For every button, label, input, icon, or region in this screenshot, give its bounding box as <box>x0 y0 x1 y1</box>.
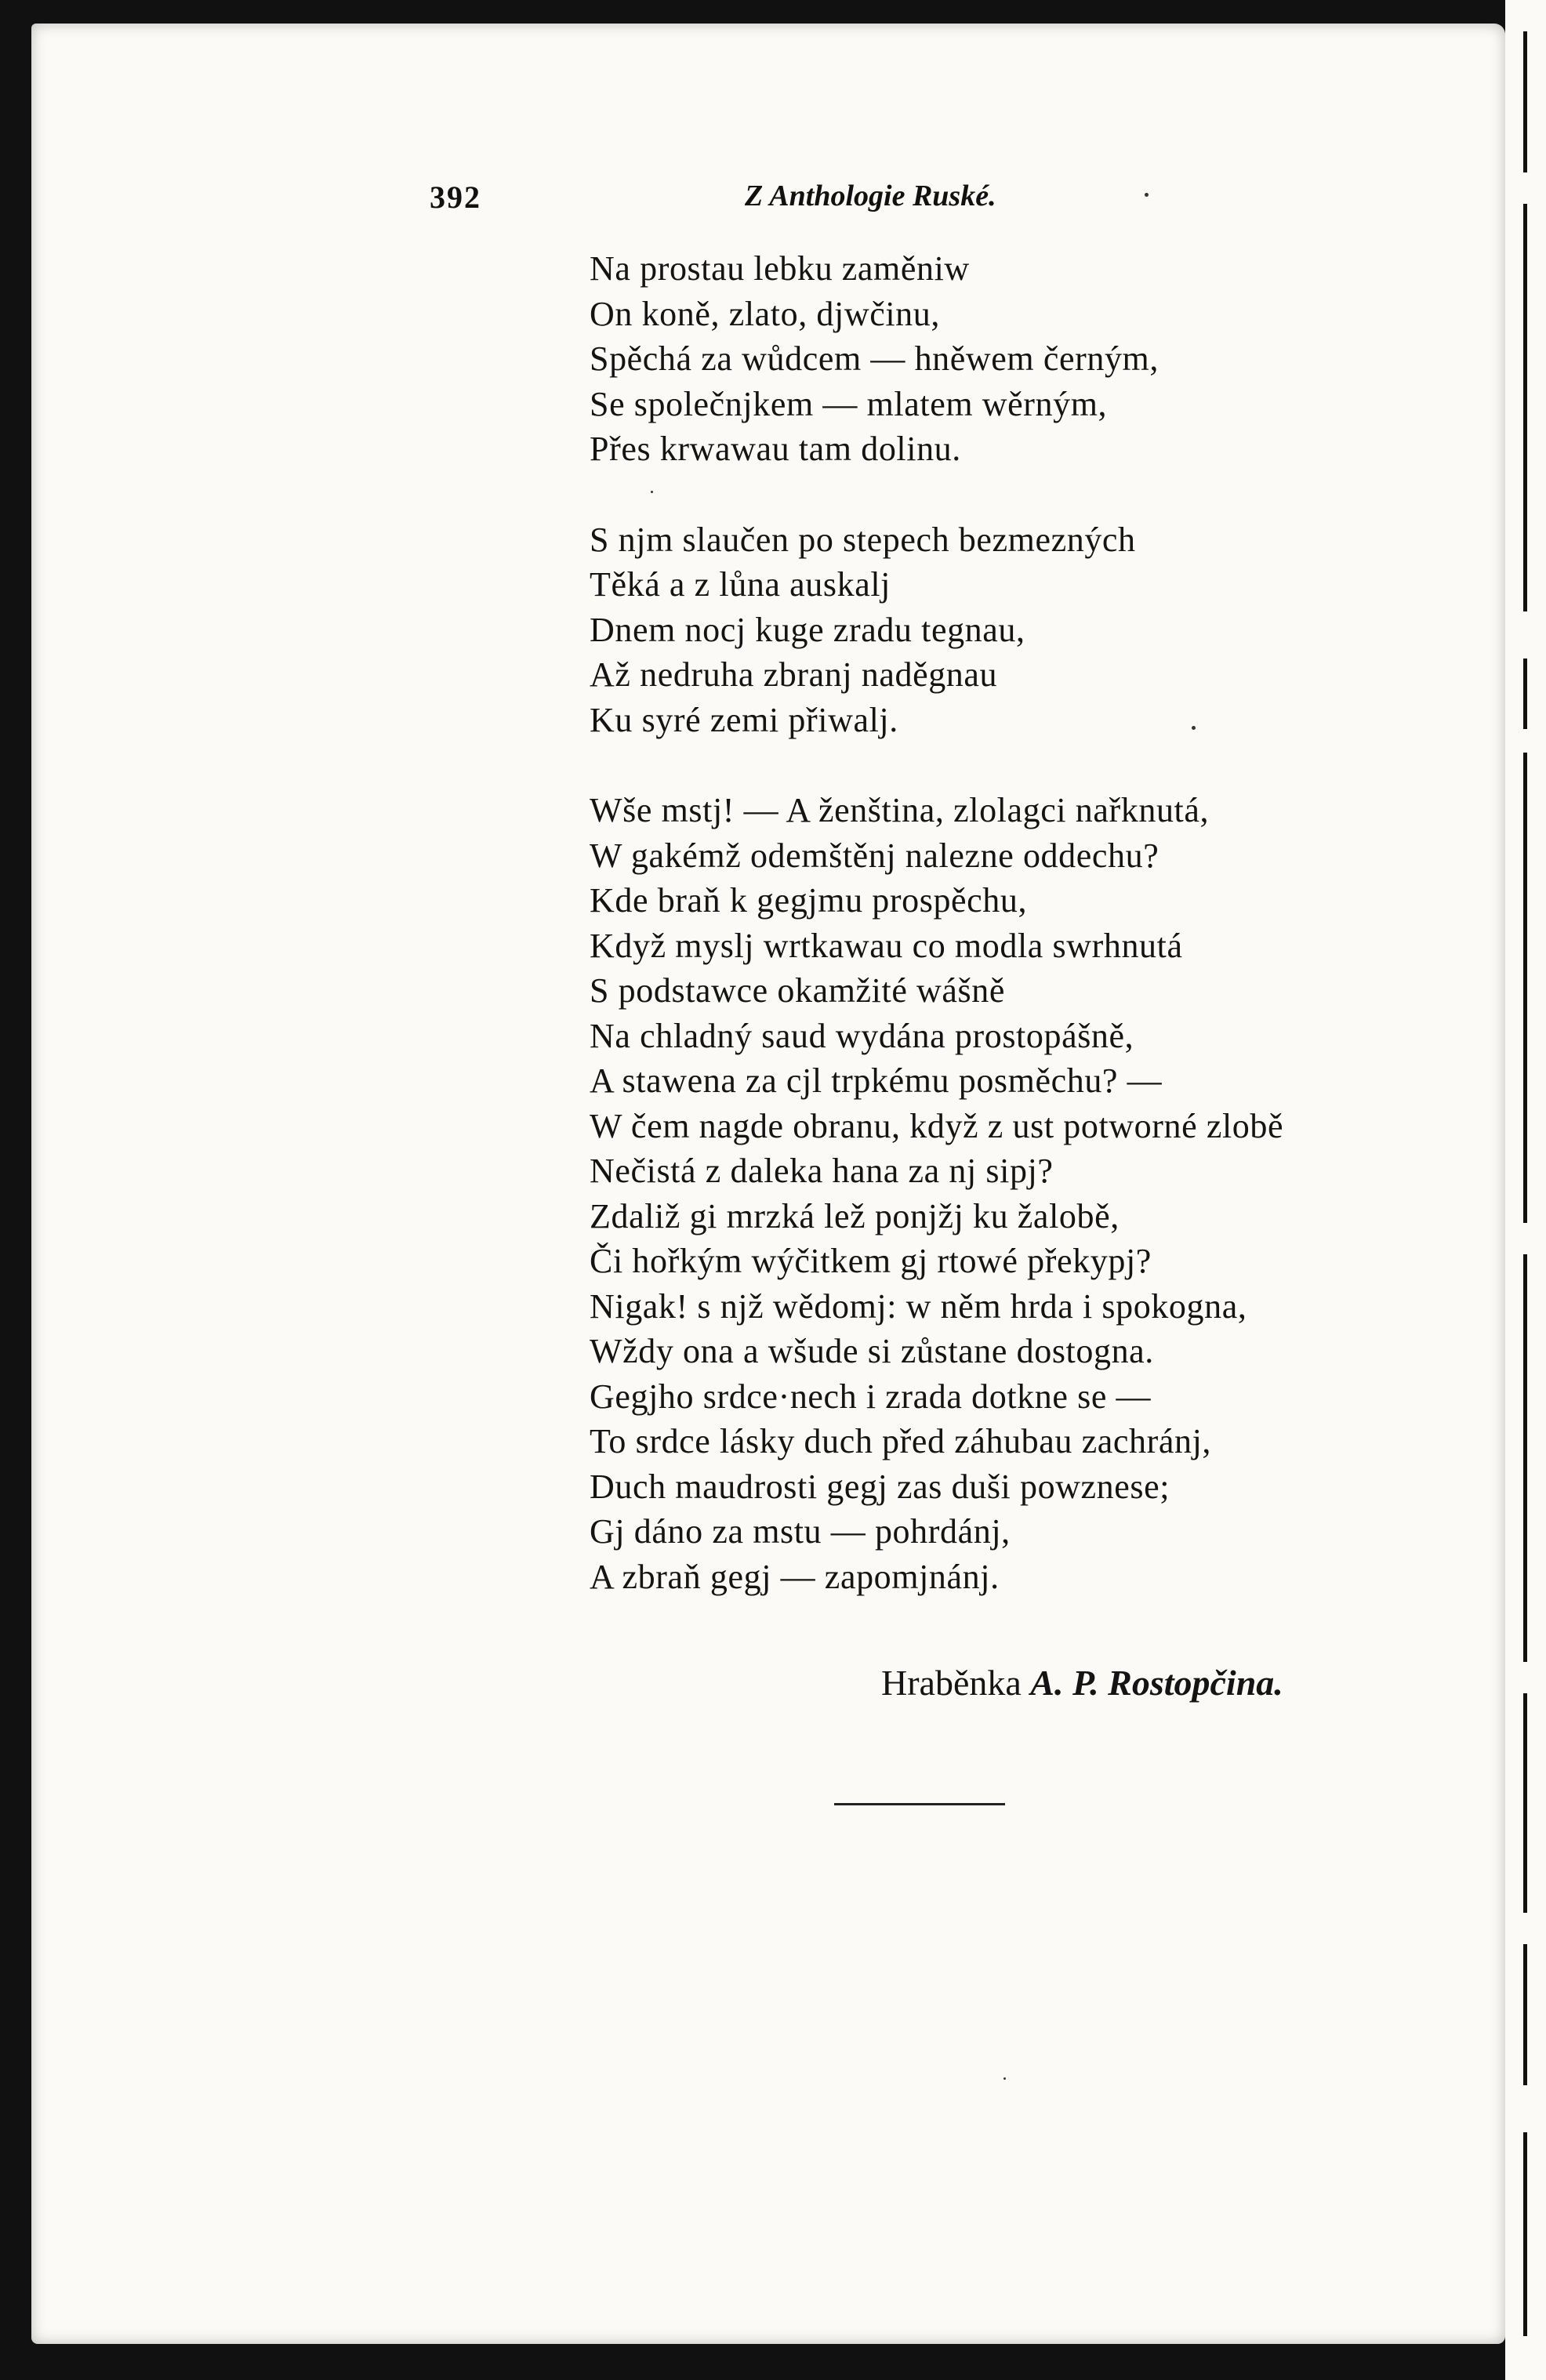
poem-line: Až nedruha zbranj naděgnau <box>590 655 998 694</box>
page-number: 392 <box>430 180 481 215</box>
binding-mark <box>1523 2132 1527 2336</box>
signature-name: A. P. Rostopčina. <box>1030 1663 1283 1703</box>
poem-line: Těká a z lůna auskalj <box>590 565 891 604</box>
poem-line: S njm slaučen po stepech bezmezných <box>590 520 1136 559</box>
running-title: Z Anthologie Ruské. <box>745 180 996 212</box>
poem-line: To srdce lásky duch před záhubau zachránj, <box>590 1422 1212 1460</box>
poem-line: Kde braň k gegjmu prospěchu, <box>590 881 1028 920</box>
poem-line: Gegjho srdce·nech i zrada dotkne se — <box>590 1377 1152 1416</box>
ink-speck <box>1003 2077 1006 2080</box>
stanza-3 <box>590 788 1405 1599</box>
page-header <box>430 179 1214 226</box>
poem-line: W gakémž odemštěnj nalezne oddechu? <box>590 836 1160 875</box>
poem-line: Duch maudrosti gegj zas duši powznese; <box>590 1467 1170 1506</box>
poem-line: S podstawce okamžité wášně <box>590 971 1006 1010</box>
poem-line: Či hořkým wýčitkem gj rtowé překypj? <box>590 1242 1152 1280</box>
poem-line: Se společnjkem — mlatem wěrným, <box>590 384 1108 423</box>
poem-line: Wždy ona a wšude si zůstane dostogna. <box>590 1332 1154 1370</box>
stanza-1 <box>590 246 1405 472</box>
author-signature <box>881 1662 1283 1703</box>
poem <box>590 246 1405 1645</box>
poem-line: A stawena za cjl trpkému posměchu? — <box>590 1061 1163 1100</box>
binding-mark <box>1523 31 1527 172</box>
poem-line: A zbraň gegj — zapomjnánj. <box>590 1557 1000 1596</box>
poem-line: W čem nagde obranu, když z ust potworné zlobě <box>590 1106 1284 1145</box>
poem-line: Nigak! s njž wědomj: w něm hrda i spokogna, <box>590 1286 1247 1326</box>
poem-line: Spěchá za wůdcem — hněwem černým, <box>590 339 1159 378</box>
poem-line: Zdaliž gi mrzká lež ponjžj ku žalobě, <box>590 1196 1120 1235</box>
binding-mark <box>1523 658 1527 729</box>
binding-mark <box>1523 1254 1527 1662</box>
signature-prefix: Hraběnka <box>881 1663 1031 1703</box>
end-rule <box>834 1803 1005 1805</box>
binding-mark <box>1523 753 1527 1223</box>
poem-line: Gj dáno za mstu — pohrdánj, <box>590 1512 1011 1551</box>
binding-mark <box>1523 1693 1527 1913</box>
binding-strip <box>1505 0 1546 2380</box>
poem-line: Na prostau lebku zaměniw <box>590 249 970 288</box>
binding-mark <box>1523 1944 1527 2085</box>
stanza-2 <box>590 517 1405 743</box>
poem-line: On koně, zlato, djwčinu, <box>590 294 940 333</box>
binding-mark <box>1523 204 1527 611</box>
poem-line: Přes krwawau tam dolinu. <box>590 430 961 468</box>
poem-line: Dnem nocj kuge zradu tegnau, <box>590 610 1025 649</box>
poem-line: Když myslj wrtkawau co modla swrhnutá <box>590 926 1183 965</box>
poem-line: Nečistá z daleka hana za nj sipj? <box>590 1152 1054 1190</box>
poem-line: Wše mstj! — A ženština, zlolagci nařknutá, <box>590 791 1210 829</box>
poem-line: Ku syré zemi přiwalj. <box>590 700 898 739</box>
poem-line: Na chladný saud wydána prostopášně, <box>590 1016 1134 1055</box>
